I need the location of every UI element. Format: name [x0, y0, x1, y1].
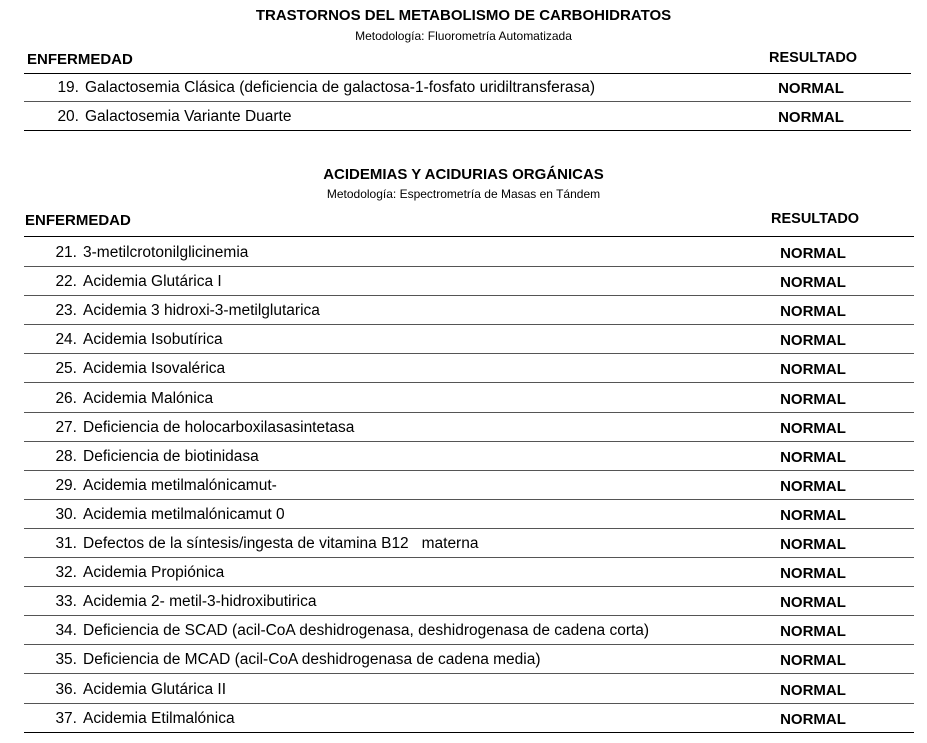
row-result: NORMAL [780, 710, 846, 728]
row-disease-name: Acidemia Isobutírica [83, 331, 223, 349]
row-number: 20. [57, 107, 79, 125]
row-result: NORMAL [780, 681, 846, 699]
row-result: NORMAL [780, 565, 846, 583]
row-divider [24, 295, 914, 296]
row-divider [24, 382, 914, 383]
row-number: 22. [55, 273, 77, 291]
row-disease [47, 360, 225, 378]
row-disease-name: Acidemia 2- metil-3-hidroxibutirica [83, 593, 317, 611]
row-number: 19. [57, 79, 79, 96]
row-result: NORMAL [778, 108, 844, 126]
row-disease [47, 506, 285, 524]
row-result: NORMAL [780, 652, 846, 670]
section1-col-result: RESULTADO [769, 50, 858, 66]
row-disease [49, 108, 291, 126]
row-disease-name: Acidemia Etilmalónica [83, 709, 235, 727]
row-number: 34. [55, 622, 77, 640]
row-divider [24, 732, 914, 733]
row-number: 31. [55, 535, 77, 552]
row-divider [24, 441, 914, 442]
row-number: 23. [55, 302, 77, 320]
row-disease [47, 622, 649, 640]
row-number: 27. [55, 418, 77, 436]
row-divider [24, 528, 914, 529]
row-divider [24, 557, 914, 558]
row-number: 35. [55, 651, 77, 669]
row-disease-name: Deficiencia de SCAD (acil-CoA deshidrogenasa, deshidrogenasa de cadena corta) [83, 622, 650, 640]
row-disease-name: 3-metilcrotonilglicinemia [83, 244, 249, 261]
row-disease-name: Deficiencia de biotinidasa [83, 447, 259, 465]
row-divider [24, 130, 911, 131]
row-disease-name: Acidemia Malónica [83, 389, 214, 407]
section2-methodology: Metodología: Espectrometría de Masas en Tándem [326, 187, 601, 201]
row-disease-name: Deficiencia de MCAD (acil-CoA deshidrogenasa de cadena media) [83, 651, 541, 669]
row-disease-name: Acidemia metilmalónicamut- [83, 476, 277, 494]
section2-title: ACIDEMIAS Y ACIDURIAS ORGÁNICAS [323, 166, 604, 183]
row-disease [47, 331, 223, 349]
section2-col-result: RESULTADO [771, 211, 860, 227]
row-result: NORMAL [780, 506, 846, 524]
row-divider [24, 499, 914, 500]
row-number: 26. [55, 389, 77, 407]
row-disease-name: Acidemia Glutárica II [83, 680, 226, 698]
row-disease [49, 79, 595, 97]
section1-methodology: Metodología: Fluorometría Automatizada [355, 29, 572, 43]
row-disease-name: Acidemia Isovalérica [83, 360, 226, 378]
section1-col-disease: ENFERMEDAD [27, 51, 133, 68]
row-disease-name: Acidemia 3 hidroxi-3-metilglutarica [83, 302, 320, 320]
row-result: NORMAL [780, 477, 846, 495]
row-number: 24. [55, 331, 77, 349]
row-result: NORMAL [780, 390, 846, 408]
row-number: 28. [55, 447, 77, 465]
row-disease [47, 710, 235, 728]
row-divider [24, 266, 914, 267]
row-number: 37. [55, 709, 77, 727]
row-disease [47, 651, 541, 669]
row-number: 36. [55, 680, 77, 698]
row-divider [24, 470, 914, 471]
row-divider [24, 101, 911, 102]
row-divider [24, 644, 914, 645]
row-number: 33. [55, 593, 77, 611]
row-result: NORMAL [780, 361, 846, 379]
row-result: NORMAL [780, 419, 846, 437]
row-number: 21. [55, 244, 77, 261]
row-disease [47, 681, 226, 699]
row-disease-name: Defectos de la síntesis/ingesta de vitamina B12 materna [83, 535, 479, 552]
row-disease [47, 244, 248, 262]
row-number: 32. [55, 564, 77, 582]
row-divider [24, 353, 914, 354]
row-disease [47, 302, 320, 320]
row-disease [47, 273, 222, 291]
row-disease-name: Acidemia Propiónica [83, 564, 225, 582]
row-disease [47, 564, 224, 582]
row-result: NORMAL [780, 303, 846, 321]
row-result: NORMAL [780, 274, 846, 292]
row-number: 30. [55, 505, 77, 523]
row-result: NORMAL [780, 536, 846, 553]
row-disease [47, 535, 478, 553]
row-divider [24, 586, 914, 587]
row-disease [47, 593, 316, 611]
row-result: NORMAL [780, 332, 846, 350]
row-disease [47, 419, 354, 437]
row-result: NORMAL [780, 245, 846, 262]
row-disease-name: Galactosemia Variante Duarte [85, 107, 292, 125]
row-result: NORMAL [780, 594, 846, 612]
row-disease [47, 390, 213, 408]
row-result: NORMAL [778, 80, 844, 97]
row-disease-name: Galactosemia Clásica (deficiencia de galactosa-1-fosfato uridiltransferasa) [85, 79, 596, 96]
row-divider [24, 703, 914, 704]
row-result: NORMAL [780, 623, 846, 641]
row-divider [24, 324, 914, 325]
row-number: 29. [55, 476, 77, 494]
row-divider [24, 412, 914, 413]
row-disease-name: Acidemia Glutárica I [83, 273, 222, 291]
section2-header-rule [24, 236, 914, 237]
section1-title: TRASTORNOS DEL METABOLISMO DE CARBOHIDRATOS [255, 7, 672, 24]
section2-col-disease: ENFERMEDAD [25, 212, 131, 229]
row-result: NORMAL [780, 448, 846, 466]
row-divider [24, 673, 914, 674]
row-disease [47, 448, 259, 466]
row-disease [47, 477, 277, 495]
row-disease-name: Acidemia metilmalónicamut 0 [83, 505, 285, 523]
row-divider [24, 615, 914, 616]
row-disease-name: Deficiencia de holocarboxilasasintetasa [83, 418, 355, 436]
row-number: 25. [55, 360, 77, 378]
section1-header-rule [24, 73, 911, 74]
